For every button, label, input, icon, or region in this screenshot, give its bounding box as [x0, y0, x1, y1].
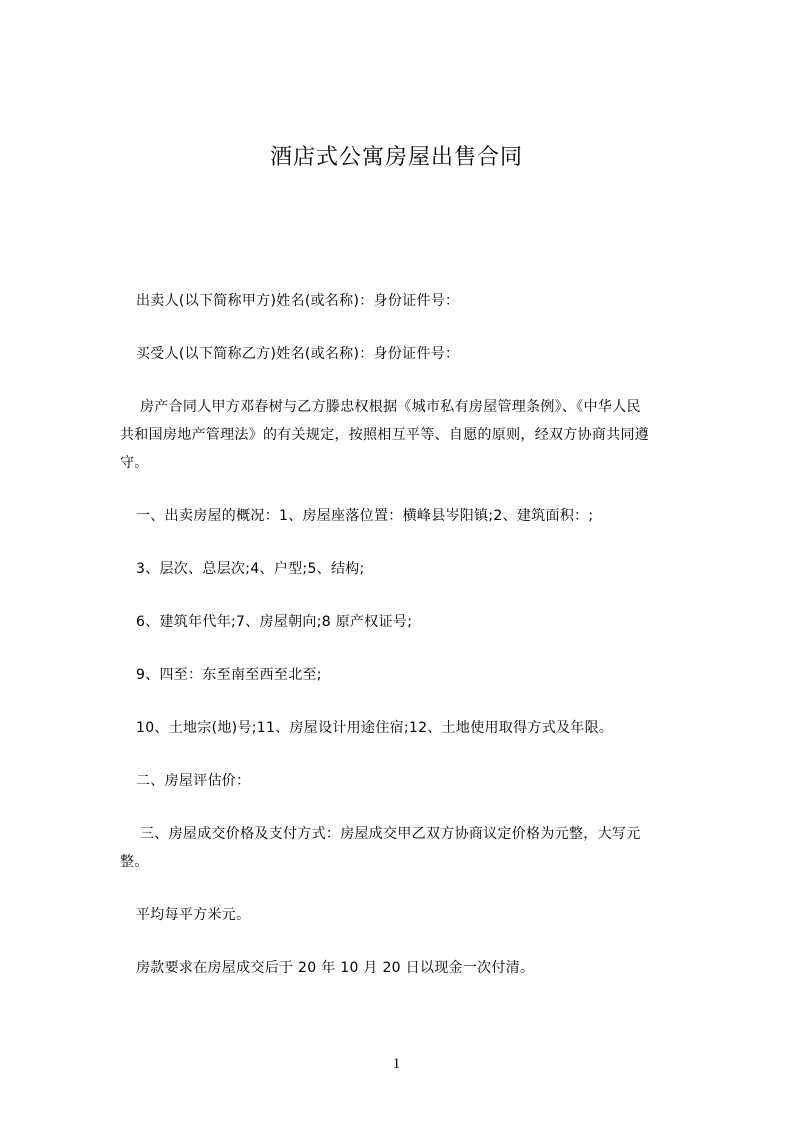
clause-1-floors: 3、层次、总层次;4、户型;5、结构; — [136, 561, 365, 577]
clause-1-overview: 一、出卖房屋的概况：1、房屋座落位置：横峰县岑阳镇;2、建筑面积：; — [136, 508, 594, 524]
preamble-line-3: 守。 — [120, 455, 149, 471]
clause-1-year: 6、建筑年代年;7、房屋朝向;8 原产权证号; — [136, 614, 413, 630]
clause-1-boundaries: 9、四至：东至南至西至北至; — [136, 667, 322, 683]
document-title: 酒店式公寓房屋出售合同 — [269, 145, 523, 170]
price-per-sqm: 平均每平方米元。 — [136, 907, 251, 923]
clause-3-price-line-1: 三、房屋成交价格及支付方式：房屋成交甲乙双方协商议定价格为元整，大写元 — [140, 826, 641, 842]
clause-3-price-line-2: 整。 — [120, 854, 149, 870]
payment-terms: 房款要求在房屋成交后于 20 年 10 月 20 日以现金一次付清。 — [136, 960, 535, 976]
page-number: 1 — [392, 1056, 401, 1072]
clause-1-land: 10、土地宗(地)号;11、房屋设计用途住宿;12、土地使用取得方式及年限。 — [136, 720, 614, 736]
clause-2-appraisal: 二、房屋评估价： — [136, 773, 251, 789]
seller-line: 出卖人(以下简称甲方)姓名(或名称)：身份证件号： — [136, 293, 460, 309]
preamble-line-1: 房产合同人甲方邓春树与乙方滕忠权根据《城市私有房屋管理条例》、《中华人民 — [140, 399, 641, 415]
buyer-line: 买受人(以下简称乙方)姓名(或名称)：身份证件号： — [136, 346, 460, 362]
preamble-line-2: 共和国房地产管理法》的有关规定，按照相互平等、自愿的原则，经双方协商共同遵 — [120, 427, 650, 443]
